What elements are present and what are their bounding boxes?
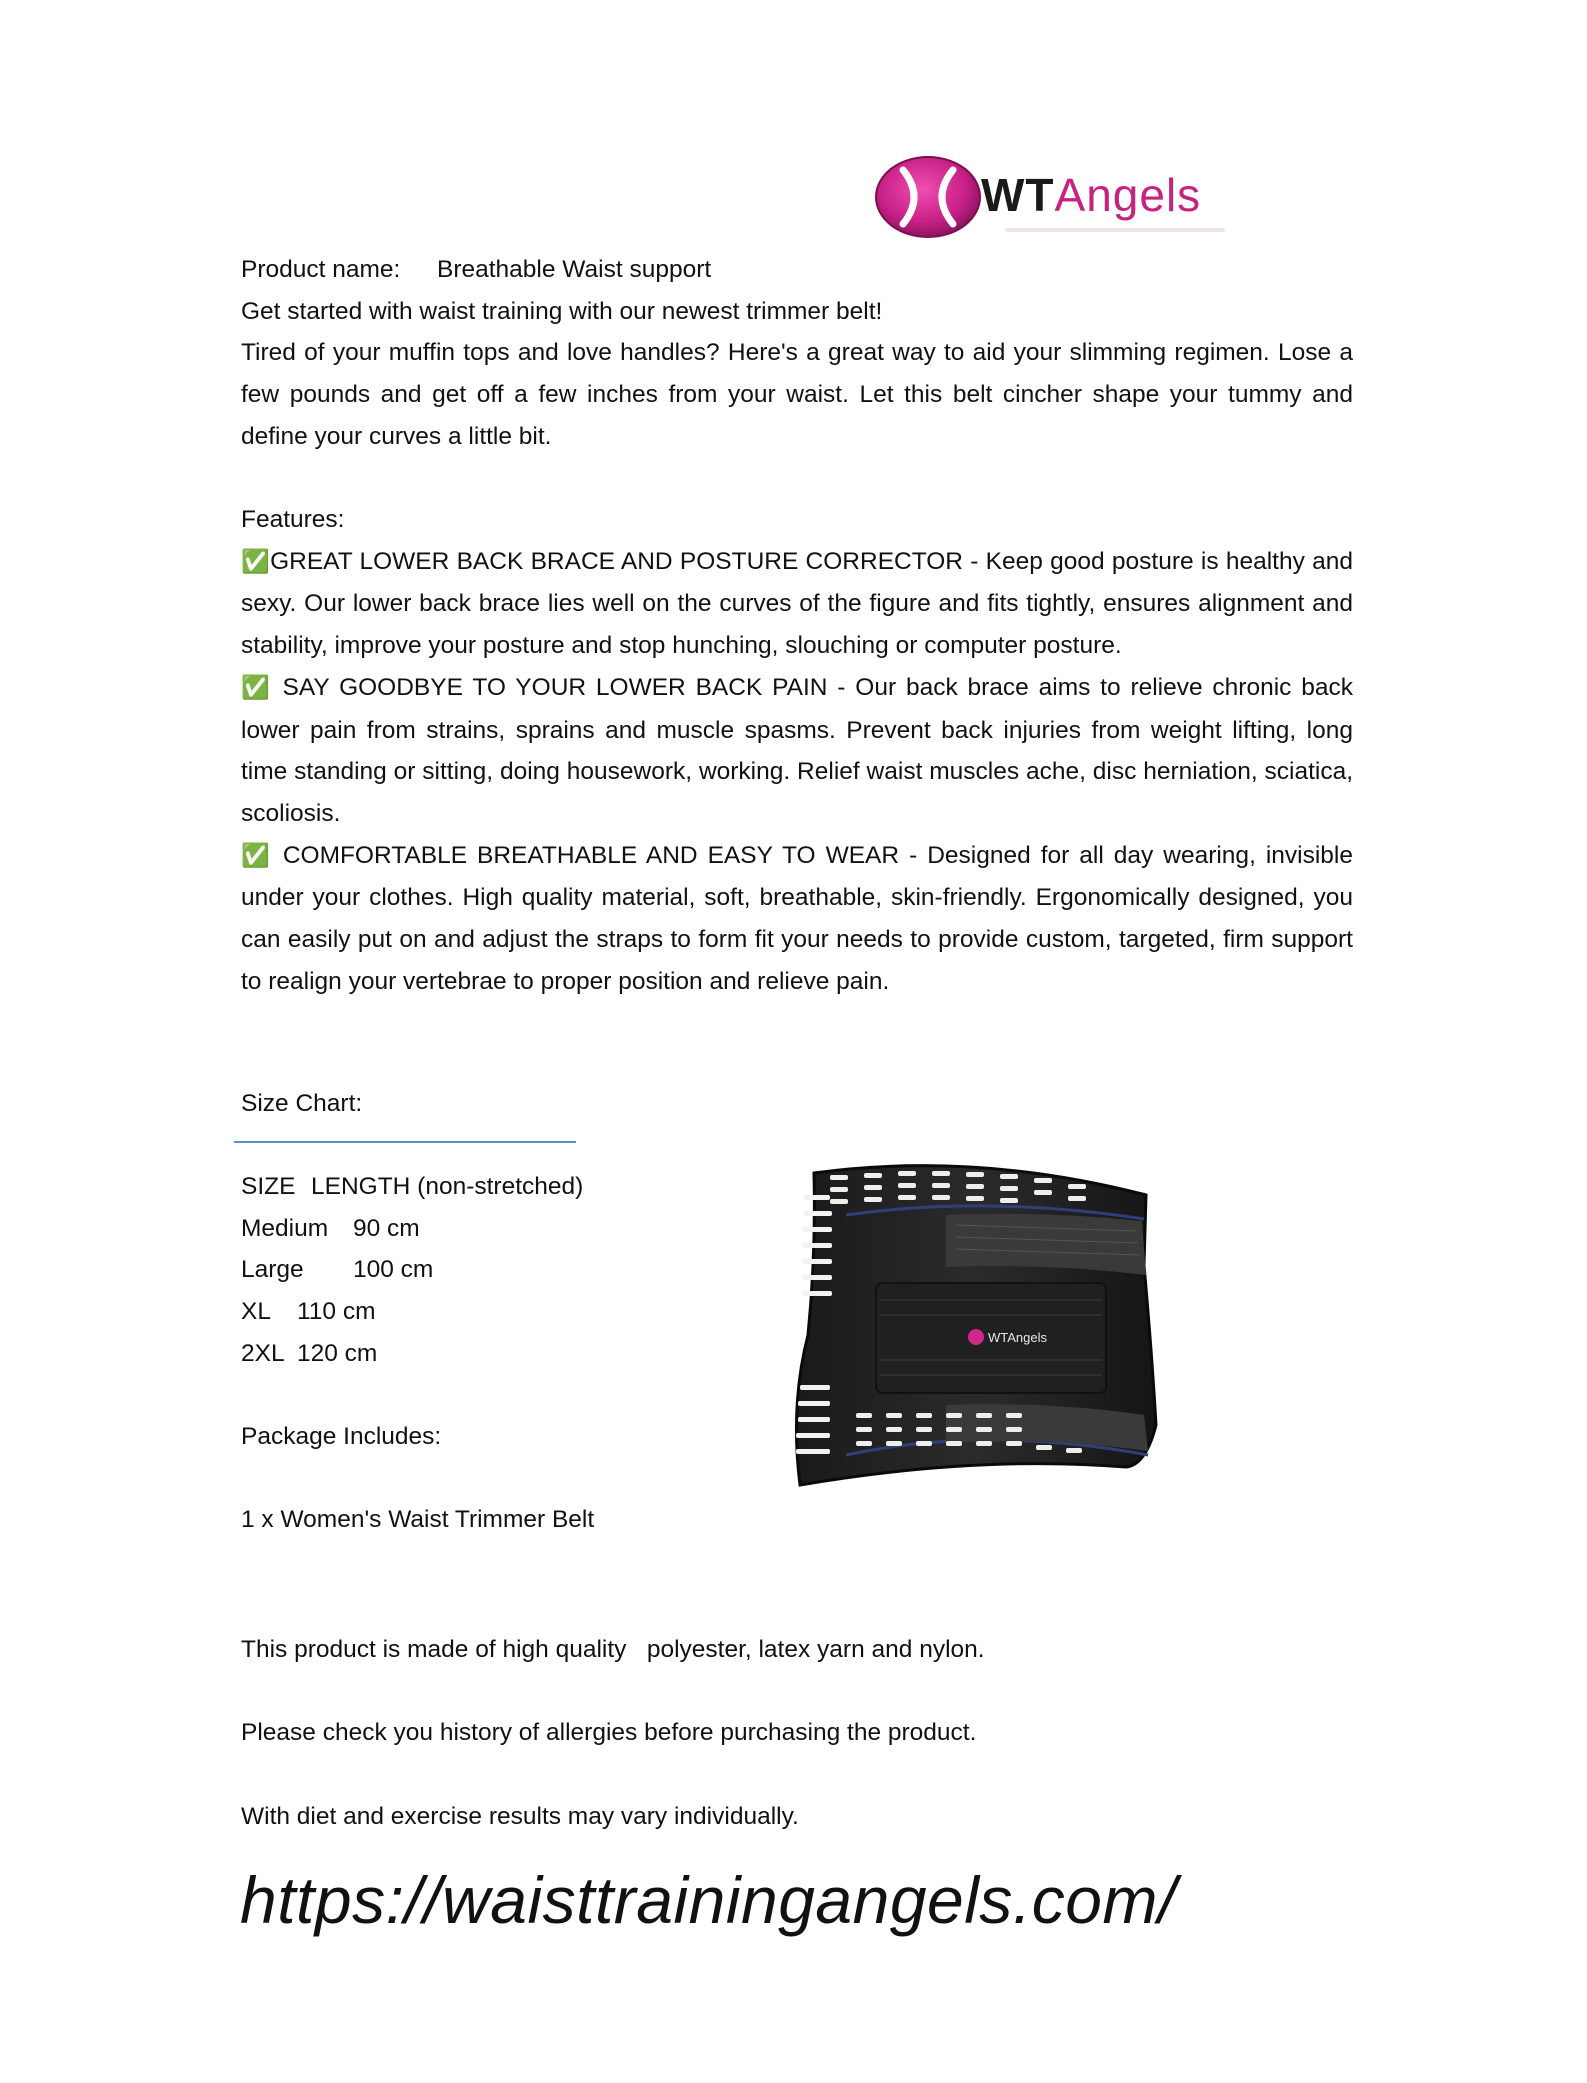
product-name-line — [241, 249, 1353, 291]
brand-wordmark-wt: WT — [981, 169, 1055, 221]
notes-section — [241, 1629, 1353, 1837]
waist-belt-illustration — [786, 1155, 1172, 1495]
spacer — [241, 1671, 1353, 1713]
product-badge-text: WTAngels — [988, 1330, 1047, 1345]
size-row — [241, 1333, 841, 1375]
length-cell: 110 cm — [297, 1298, 376, 1326]
size-header: SIZE — [241, 1173, 296, 1200]
check-icon: ✅ — [241, 548, 271, 575]
feature-item — [241, 835, 1353, 1003]
length-cell: 90 cm — [353, 1214, 420, 1242]
allergy-note: Please check you history of allergies before purchasing the product. — [241, 1719, 977, 1747]
length-cell: 120 cm — [297, 1339, 378, 1367]
disclaimer-note: With diet and exercise results may vary individually. — [241, 1802, 799, 1830]
feature-prefix — [273, 674, 283, 701]
check-icon: ✅ — [241, 674, 273, 701]
size-cell: Large — [241, 1256, 304, 1284]
product-name-value: Breathable Waist support — [437, 256, 712, 283]
brand-wordmark — [981, 168, 1201, 222]
features-section — [241, 499, 1353, 1002]
features-heading: Features: — [241, 506, 345, 533]
size-row — [241, 1291, 841, 1333]
product-image — [786, 1155, 1172, 1495]
tagline: Get started with waist training with our newest trimmer belt! — [241, 297, 883, 325]
product-name-label: Product name: — [241, 256, 401, 283]
feature-prefix — [273, 842, 283, 869]
size-chart-heading-block — [241, 1083, 1353, 1125]
size-cell: Medium — [241, 1214, 329, 1242]
spacer — [241, 1754, 1353, 1796]
website-link[interactable]: https://waisttrainingangels.com/ — [240, 1863, 1177, 1937]
feature-text: SAY GOODBYE TO YOUR LOWER BACK PAIN - Our back brace aims to relieve chronic back lower pain from strains, sprains and muscle spasms. Prevent back injuries from weight lifting, long time standing or sitting, doing housework, working. Relief waist muscles ache, disc herniation, sciatica, scoliosis. — [241, 673, 1353, 827]
intro-section — [241, 249, 1353, 458]
size-cell: 2XL — [241, 1339, 285, 1367]
size-chart-heading: Size Chart: — [241, 1090, 363, 1117]
check-icon: ✅ — [241, 842, 273, 869]
size-row — [241, 1249, 841, 1291]
hourglass-logo-icon — [873, 152, 983, 242]
feature-text: COMFORTABLE BREATHABLE AND EASY TO WEAR - Designed for all day wearing, invisible under your clothes. High quality material, soft, breathable, skin-friendly. Ergonomically designed, you can easily put on and adjust the straps to form fit your needs to provide custom, targeted, firm support to realign your vertebrae to proper position and relieve pain. — [241, 841, 1354, 995]
size-table-header — [241, 1166, 841, 1208]
package-heading: Package Includes: — [241, 1423, 442, 1450]
feature-item — [241, 667, 1353, 835]
feature-item — [241, 541, 1353, 667]
description: Tired of your muffin tops and love handles? Here's a great way to aid your slimming regimen. Lose a few pounds and get off a few inches from your waist. Let this belt cincher shape your tummy and define your curves a little bit. — [241, 339, 1353, 450]
length-cell: 100 cm — [353, 1256, 434, 1284]
brand-wordmark-angels: Angels — [1054, 169, 1202, 221]
size-chart-divider — [234, 1141, 576, 1143]
feature-text: GREAT LOWER BACK BRACE AND POSTURE CORRECTOR - Keep good posture is healthy and sexy. Our lower back brace lies well on the curves of the figure and fits tightly, ensures alignment and stability, improve your posture and stop hunching, slouching or computer posture. — [241, 547, 1353, 660]
package-item: 1 x Women's Waist Trimmer Belt — [241, 1506, 595, 1534]
size-row — [241, 1208, 841, 1250]
size-cell: XL — [241, 1298, 271, 1326]
material-note: This product is made of high quality polyester, latex yarn and nylon. — [241, 1636, 985, 1663]
length-header: LENGTH (non-stretched) — [311, 1173, 584, 1200]
brand-tagline-bar — [1005, 228, 1225, 232]
brand-logo — [873, 152, 1253, 242]
size-table — [241, 1166, 841, 1374]
